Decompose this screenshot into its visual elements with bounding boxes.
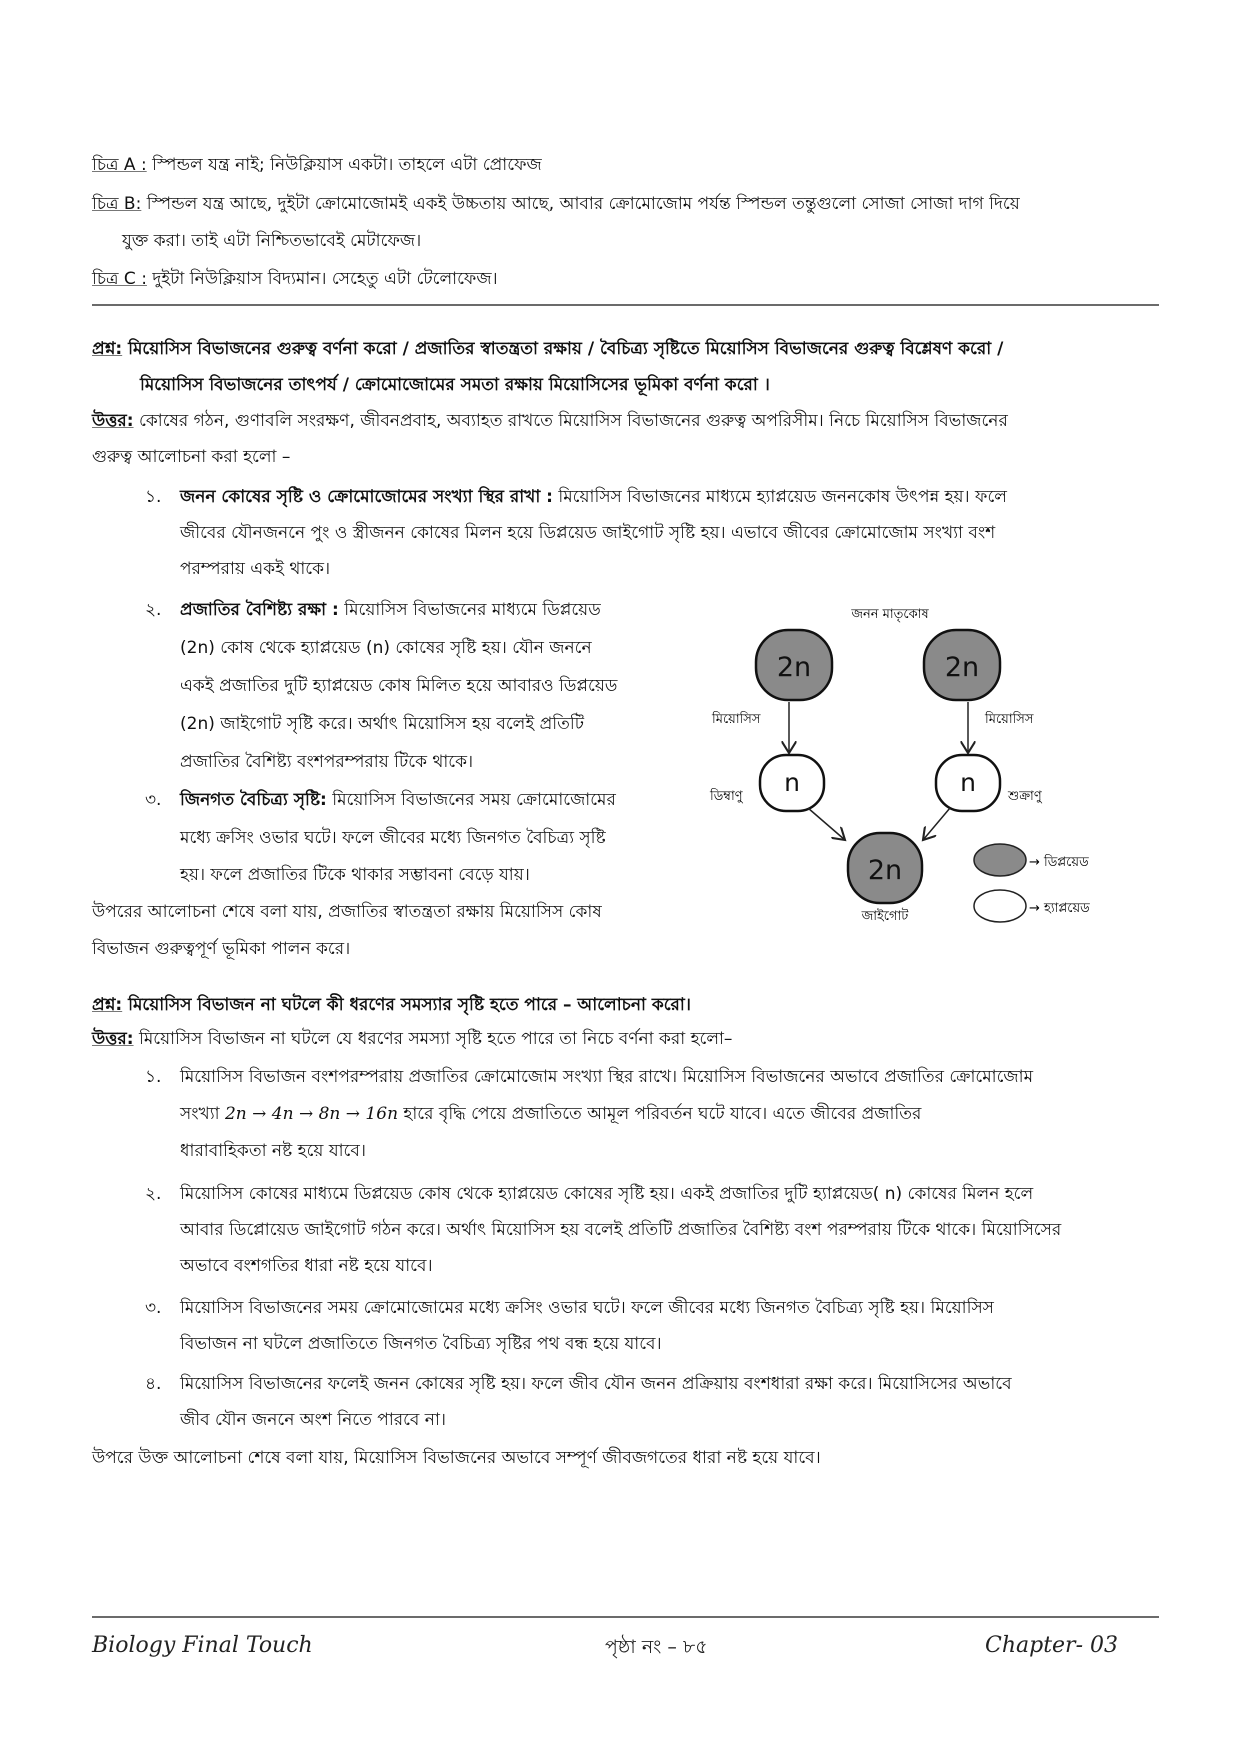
legend-haploid-label: → হ্যাপ্লয়েড	[1029, 901, 1090, 916]
legend-haploid-swatch	[974, 890, 1026, 922]
q1-point-1-line-3: পরম্পরায় একই থাকে।	[180, 559, 331, 579]
q2-point-1-line-2	[180, 1102, 921, 1126]
q2-point-4-line-1: মিয়োসিস বিভাজনের ফলেই জনন কোষের সৃষ্টি হয়। ফলে জীব যৌন জনন প্রক্রিয়ায় বংশধারা রক্ষা করে। মিয়োসিসের অভাবে	[180, 1374, 1012, 1394]
q1-point-2-line-2: (2n) কোষ থেকে হ্যাপ্লয়েড (n) কোষের সৃষ্টি হয়। যৌন জননে	[180, 638, 592, 658]
q1-point-1-text-1: মিয়োসিস বিভাজনের মাধ্যমে হ্যাপ্লয়েড জননকোষ উৎপন্ন হয়। ফলে	[558, 487, 1007, 507]
q1-answer-label: উত্তর:	[92, 411, 134, 431]
q1-answer-line-2: গুরুত্ব আলোচনা করা হলো –	[92, 447, 291, 467]
q1-point-3-num: ৩.	[145, 790, 162, 810]
q2-point-4-line-2: জীব যৌন জননে অংশ নিতে পারবে না।	[180, 1410, 446, 1430]
fig-b-text-1: স্পিন্ডল যন্ত্র আছে, দুইটা ক্রোমোজোমই একই উচ্চতায় আছে, আবার ক্রোমোজোম পর্যন্ত স্পিন্ডল তন্তুগুলো সোজা সোজা দাগ দিয়ে	[146, 194, 1020, 214]
q1-point-3-line-2: মধ্যে ক্রসিং ওভার ঘটে। ফলে জীবের মধ্যে জিনগত বৈচিত্র্য সৃষ্টি	[180, 828, 606, 848]
q1-answer-line-1	[92, 409, 1008, 433]
q2-point-2-line-1: মিয়োসিস কোষের মাধ্যমে ডিপ্লয়েড কোষ থেকে হ্যাপ্লয়েড কোষের সৃষ্টি হয়। একই প্রজাতির দুটি হ্যাপ্লয়েড( n) কোষের মিলন হলে	[180, 1184, 1034, 1204]
chromosome-doubling-formula: 2n → 4n → 8n → 16n	[224, 1104, 399, 1124]
footer-divider	[92, 1616, 1159, 1618]
q2-point-2-line-3: অভাবে বংশগতির ধারা নষ্ট হয়ে যাবে।	[180, 1256, 433, 1276]
q1-conclusion-1: উপরের আলোচনা শেষে বলা যায়, প্রজাতির স্বাতন্ত্রতা রক্ষায় মিয়োসিস কোষ	[92, 902, 602, 922]
q1-point-1-line-1	[180, 485, 1007, 509]
q2-point-4-num: ৪.	[145, 1374, 162, 1394]
q1-point-2-title: প্রজাতির বৈশিষ্ট্য রক্ষা :	[180, 600, 339, 620]
q1-question-label: প্রশ্ন:	[92, 339, 123, 359]
fig-a-text: স্পিন্ডল যন্ত্র নাই; নিউক্লিয়াস একটা। তাহলে এটা প্রোফেজ	[152, 155, 542, 175]
q2-point-1-text-2: হারে বৃদ্ধি পেয়ে প্রজাতিতে আমূল পরিবর্তন ঘটে যাবে। এতে জীবের প্রজাতির	[403, 1104, 922, 1124]
q2-question-line	[92, 993, 691, 1017]
q2-answer-line	[92, 1027, 732, 1051]
legend-diploid-label: → ডিপ্লয়েড	[1029, 855, 1089, 870]
footer-page-number: পৃষ্ঠা নং – ৮৫	[605, 1636, 708, 1658]
zygote-label: জাইগোট	[861, 909, 909, 924]
q1-question-line-2: মিয়োসিস বিভাজনের তাৎপর্য / ক্রোমোজোমের সমতা রক্ষায় মিয়োসিসের ভূমিকা বর্ণনা করো ।	[140, 375, 770, 395]
q1-answer-text-1: কোষের গঠন, গুণাবলি সংরক্ষণ, জীবনপ্রবাহ, অব্যাহত রাখতে মিয়োসিস বিভাজনের গুরুত্ব অপরিসীম। নিচে মিয়োসিস বিভাজনের	[138, 411, 1008, 431]
q2-point-1-prefix: সংখ্যা	[180, 1104, 220, 1124]
parent-cell-right-label: 2n	[944, 652, 980, 683]
fig-b-label: চিত্র B:	[92, 194, 142, 214]
q1-point-2-line-5: প্রজাতির বৈশিষ্ট্য বংশপরম্পরায় টিকে থাকে।	[180, 752, 474, 772]
gamete-cell-right-label: n	[960, 768, 976, 797]
q1-point-1-line-2: জীবের যৌনজননে পুং ও স্ত্রীজনন কোষের মিলন হয়ে ডিপ্লয়েড জাইগোট সৃষ্টি হয়। এভাবে জীবের ক্রোমোজোম সংখ্যা বংশ	[180, 523, 996, 543]
q2-question-text: মিয়োসিস বিভাজন না ঘটলে কী ধরণের সমস্যার সৃষ্টি হতে পারে – আলোচনা করো।	[128, 995, 691, 1015]
parent-cell-left-label: 2n	[776, 652, 812, 683]
q2-conclusion: উপরে উক্ত আলোচনা শেষে বলা যায়, মিয়োসিস বিভাজনের অভাবে সম্পূর্ণ জীবজগতের ধারা নষ্ট হয়ে যাবে।	[92, 1448, 821, 1468]
fertilization-arrow-right	[923, 808, 950, 840]
q1-point-2-line-3: একই প্রজাতির দুটি হ্যাপ্লয়েড কোষ মিলিত হয়ে আবারও ডিপ্লয়েড	[180, 676, 618, 696]
fig-a-line	[92, 153, 542, 177]
q1-point-1-num: ১.	[145, 487, 162, 507]
gamete-cell-left-label: n	[784, 768, 800, 797]
q1-point-2-text-1: মিয়োসিস বিভাজনের মাধ্যমে ডিপ্লয়েড	[344, 600, 601, 620]
legend-diploid-swatch	[974, 844, 1026, 876]
diagram-title: জনন মাতৃকোষ	[851, 607, 929, 622]
q2-point-2-line-2: আবার ডিপ্লোয়েড জাইগোট গঠন করে। অর্থাৎ মিয়োসিস হয় বলেই প্রতিটি প্রজাতির বৈশিষ্ট্য বংশ পরম্পরায় টিকে থাকে। মিয়োসিসের	[180, 1220, 1062, 1240]
fertilization-arrow-left	[808, 808, 845, 840]
meiosis-label-left: মিয়োসিস	[712, 712, 761, 727]
q1-point-2-line-4: (2n) জাইগোট সৃষ্টি করে। অর্থাৎ মিয়োসিস হয় বলেই প্রতিটি	[180, 714, 585, 734]
fig-c-line	[92, 267, 498, 291]
q1-point-3-line-3: হয়। ফলে প্রজাতির টিকে থাকার সম্ভাবনা বেড়ে যায়।	[180, 865, 530, 885]
q1-point-2-line-1	[180, 598, 601, 622]
q1-point-1-title: জনন কোষের সৃষ্টি ও ক্রোমোজোমের সংখ্যা স্থির রাখা :	[180, 487, 553, 507]
zygote-cell-label: 2n	[867, 855, 903, 886]
q1-question-line-1	[92, 337, 1003, 361]
q1-point-3-title: জিনগত বৈচিত্র্য সৃষ্টি:	[180, 790, 327, 810]
q1-point-2-num: ২.	[145, 600, 162, 620]
fig-a-label: চিত্র A :	[92, 155, 147, 175]
q2-point-3-num: ৩.	[145, 1298, 162, 1318]
q2-point-1-line-3: ধারাবাহিকতা নষ্ট হয়ে যাবে।	[180, 1141, 366, 1161]
q2-answer-text: মিয়োসিস বিভাজন না ঘটলে যে ধরণের সমস্যা সৃষ্টি হতে পারে তা নিচে বর্ণনা করা হলো–	[138, 1029, 733, 1049]
q1-question-text-1: মিয়োসিস বিভাজনের গুরুত্ব বর্ণনা করো / প্রজাতির স্বাতন্ত্রতা রক্ষায় / বৈচিত্র্য সৃষ্টিতে মিয়োসিস বিভাজনের গুরুত্ব বিশ্লেষণ করো /	[128, 339, 1004, 359]
fig-b-line	[92, 192, 1020, 216]
sperm-label: শুক্রাণু	[1008, 789, 1042, 804]
q2-point-1-line-1: মিয়োসিস বিভাজন বংশপরম্পরায় প্রজাতির ক্রোমোজোম সংখ্যা স্থির রাখে। মিয়োসিস বিভাজনের অভাবে প্রজাতির ক্রোমোজোম	[180, 1067, 1034, 1087]
q2-point-3-line-1: মিয়োসিস বিভাজনের সময় ক্রোমোজোমের মধ্যে ক্রসিং ওভার ঘটে। ফলে জীবের মধ্যে জিনগত বৈচিত্র্য সৃষ্টি হয়। মিয়োসিস	[180, 1298, 994, 1318]
section-divider	[92, 304, 1159, 306]
q2-point-2-num: ২.	[145, 1184, 162, 1204]
q1-conclusion-2: বিভাজন গুরুত্বপূর্ণ ভূমিকা পালন করে।	[92, 939, 351, 959]
q2-answer-label: উত্তর:	[92, 1029, 134, 1049]
footer-chapter: Chapter- 03	[985, 1633, 1118, 1658]
fig-c-text: দুইটা নিউক্লিয়াস বিদ্যমান। সেহেতু এটা টেলোফেজ।	[152, 269, 498, 289]
footer-book-title: Biology Final Touch	[92, 1633, 313, 1658]
meiosis-diagram	[700, 590, 1140, 930]
q1-point-3-line-1	[180, 788, 616, 812]
q2-question-label: প্রশ্ন:	[92, 995, 123, 1015]
ovum-label: ডিম্বাণু	[710, 789, 743, 804]
fig-c-label: চিত্র C :	[92, 269, 147, 289]
meiosis-label-right: মিয়োসিস	[985, 712, 1034, 727]
q1-point-3-text-1: মিয়োসিস বিভাজনের সময় ক্রোমোজোমের	[332, 790, 616, 810]
q2-point-3-line-2: বিভাজন না ঘটলে প্রজাতিতে জিনগত বৈচিত্র্য সৃষ্টির পথ বন্ধ হয়ে যাবে।	[180, 1334, 662, 1354]
q2-point-1-num: ১.	[145, 1067, 162, 1087]
fig-b-text-2: যুক্ত করা। তাই এটা নিশ্চিতভাবেই মেটাফেজ।	[122, 231, 422, 251]
